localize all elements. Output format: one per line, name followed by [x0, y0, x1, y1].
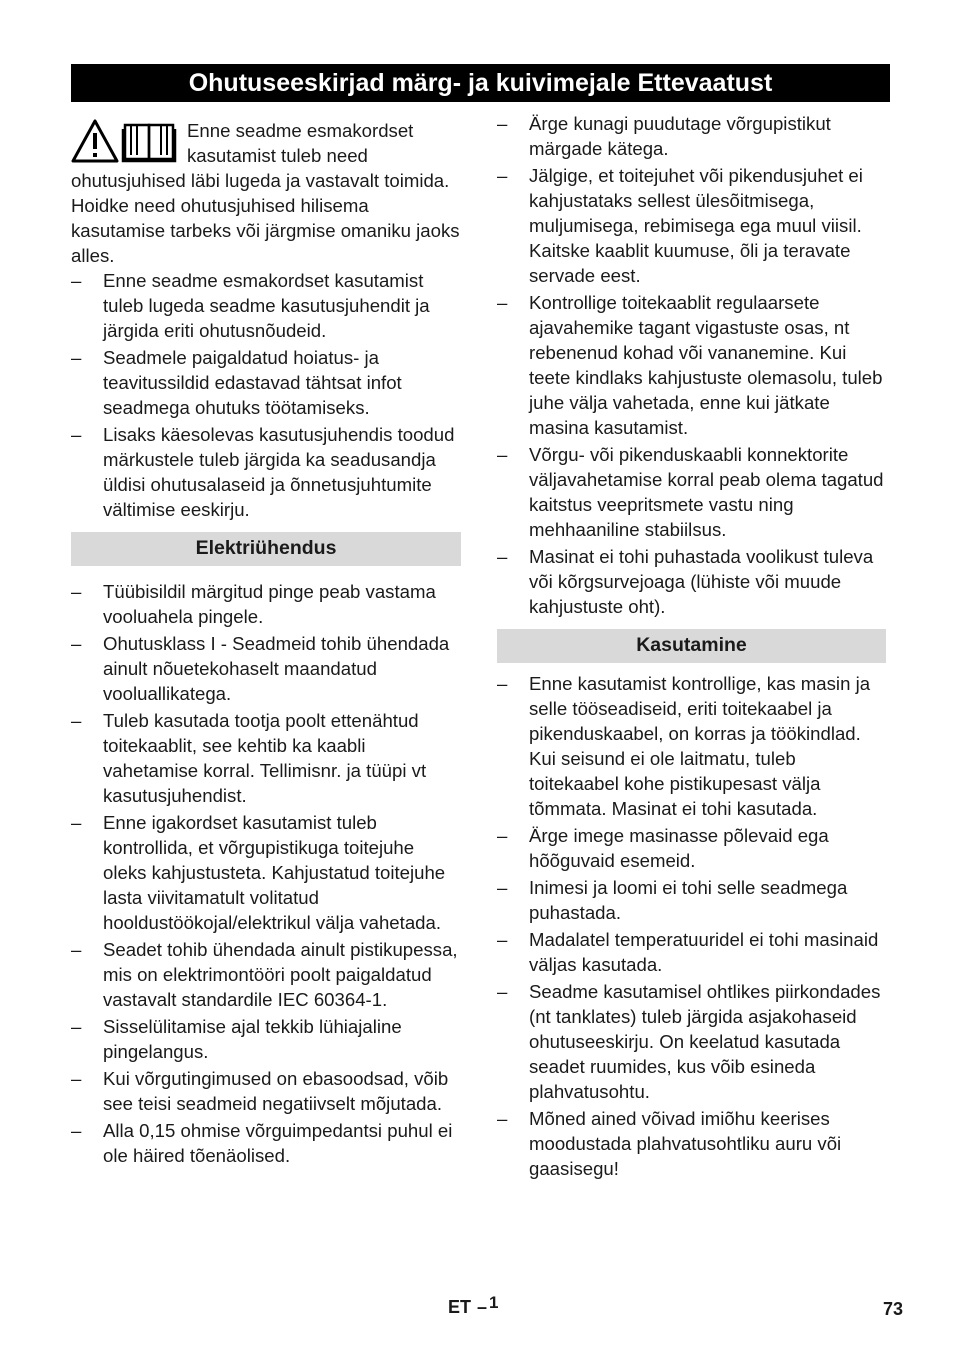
list-item: – Mõned ained võivad imiõhu keerises moodustada plahvatusohtliku auru või gaasisegu!: [497, 1108, 842, 1179]
dash-mark: –: [497, 825, 508, 846]
electrical-list-continued: [497, 111, 886, 619]
electrical-list: [71, 579, 461, 1168]
dash-mark: –: [71, 1068, 82, 1089]
footer-section-page: 1: [489, 1293, 499, 1312]
dash-mark: –: [497, 673, 508, 694]
dash-mark: –: [497, 1108, 508, 1129]
list-item: – Tuleb kasutada tootja poolt ettenähtud toitekaablit, see kehtib ka kaabli vahetamise korral. Tellimisnr. ja tüüpi vt kasutusjuhendist.: [71, 710, 427, 806]
usage-list: [497, 671, 886, 1181]
list-item: – Madalatel temperatuuridel ei tohi masinaid väljas kasutada.: [497, 929, 879, 975]
dash-mark: –: [71, 710, 82, 731]
list-item: – Kontrollige toitekaablit regulaarsete ajavahemike tagant vigastuste osas, nt rebenenud kohad või vananemine. Kui teete kindlaks kahjustuste olemasolu, tuleb juhe välja vahetada, enne kui jätkate masina kasutamist.: [497, 292, 883, 438]
dash-mark: –: [497, 981, 508, 1002]
dash-mark: –: [71, 633, 82, 654]
right-column: [497, 111, 886, 1183]
section-heading-usage: Kasutamine: [497, 629, 886, 663]
list-item: – Võrgu- või pikenduskaabli konnektorite väljavahetamise korral peab olema tagatud kaitstus veepritsmete vastu ning mehhaaniline stabiilsus.: [497, 444, 884, 540]
list-item: – Alla 0,15 ohmise võrguimpedantsi puhul ei ole häired tõenäolised.: [71, 1120, 453, 1166]
dash-mark: –: [71, 270, 82, 291]
section-heading-electrical: Elektriühendus: [71, 532, 461, 566]
page-number: 73: [883, 1299, 904, 1319]
footer-section-marker: [448, 1293, 499, 1318]
footer-dash: –: [477, 1297, 488, 1317]
dash-mark: –: [497, 929, 508, 950]
list-item: – Enne igakordset kasutamist tuleb kontrollida, et võrgupistikuga toitejuhe oleks kahjustusteta. Kahjustatud toitejuhe lasta viivitamatult volitatud hooldustöökojal/elektrikul välja vahetada.: [71, 812, 446, 933]
list-item: – Enne seadme esmakordset kasutamist tuleb lugeda seadme kasutusjuhendit ja järgida eriti ohutusnõudeid.: [71, 270, 430, 341]
dash-mark: –: [497, 877, 508, 898]
list-item: – Lisaks käesolevas kasutusjuhendis toodud märkustele tuleb järgida ka seadusandja üldisi ohutusalaseid ja õnnetusjuhtumite vältimise eeskirju.: [71, 424, 455, 520]
list-item: – Sisselülitamise ajal tekkib lühiajaline pingelangus.: [71, 1016, 402, 1062]
intro-list: [71, 268, 461, 522]
list-item: – Enne kasutamist kontrollige, kas masin ja selle tööseadiseid, eriti toitekaabel ja pikenduskaabel, on korras ja töökindlad. Kui seisund ei ole laitmatu, tuleb toitekaabel kohe pistikupesast välja tõmmata. Masinat ei tohi kasutada.: [497, 673, 871, 819]
manual-book-icon: [123, 125, 175, 161]
list-item: – Kui võrgutingimused on ebasoodsad, võib see teisi seadmeid negatiivselt mõjutada.: [71, 1068, 449, 1114]
dash-mark: –: [497, 113, 508, 134]
page-title: Ohutuseeskirjad märg- ja kuivimejale Ettevaatust: [71, 64, 890, 102]
warning-triangle-icon: [73, 121, 117, 161]
list-item: – Seadet tohib ühendada ainult pistikupessa, mis on elektrimontööri poolt paigaldatud vastavalt standardile IEC 60364-1.: [71, 939, 458, 1010]
intro-paragraph: [71, 118, 461, 268]
dash-mark: –: [71, 1120, 82, 1141]
dash-mark: –: [497, 165, 508, 186]
dash-mark: –: [71, 347, 82, 368]
list-item: – Inimesi ja loomi ei tohi selle seadmega puhastada.: [497, 877, 848, 923]
list-item: – Tüübisildil märgitud pinge peab vastama vooluahela pingele.: [71, 581, 436, 627]
list-item: – Seadmele paigaldatud hoiatus- ja teavitussildid edastavad tähtsat infot seadmega ohutuks töötamiseks.: [71, 347, 402, 418]
dash-mark: –: [497, 292, 508, 313]
intro-text: Enne seadme esmakordset kasutamist tuleb need ohutusjuhised läbi lugeda ja vastavalt toimida. Hoidke need ohutusjuhised hilisema kasutamise tarbeks või järgmise omaniku jaoks alles.: [71, 120, 460, 266]
dash-mark: –: [497, 444, 508, 465]
dash-mark: –: [71, 812, 82, 833]
list-item: – Seadme kasutamisel ohtlikes piirkondades (nt tanklates) tuleb järgida asjakohaseid ohutuseeskirju. On keelatud kasutada seadet ruumides, kus võib esineda plahvatusohtu.: [497, 981, 881, 1102]
dash-mark: –: [71, 1016, 82, 1037]
list-item: – Jälgige, et toitejuhet või pikendusjuhet ei kahjustataks sellest ülesõitmisega, muljumisega, rebimisega ega muul viisil. Kaitske kaablit kuumuse, õli ja teravate servade eest.: [497, 165, 863, 286]
list-item: – Masinat ei tohi puhastada voolikust tuleva või kõrgsurvejoaga (lühiste või muude kahjustuste oht).: [497, 546, 874, 617]
dash-mark: –: [497, 546, 508, 567]
footer-language: ET: [448, 1297, 472, 1317]
list-item: – Ärge imege masinasse põlevaid ega hõõguvaid esemeid.: [497, 825, 829, 871]
dash-mark: –: [71, 939, 82, 960]
list-item: – Ärge kunagi puudutage võrgupistikut märgade kätega.: [497, 113, 831, 159]
dash-mark: –: [71, 581, 82, 602]
dash-mark: –: [71, 424, 82, 445]
left-column: [71, 118, 461, 1170]
intro-icons: [71, 118, 179, 165]
list-item: – Ohutusklass I - Seadmeid tohib ühendada ainult nõuetekohaselt maandatud vooluallikatega.: [71, 633, 450, 704]
